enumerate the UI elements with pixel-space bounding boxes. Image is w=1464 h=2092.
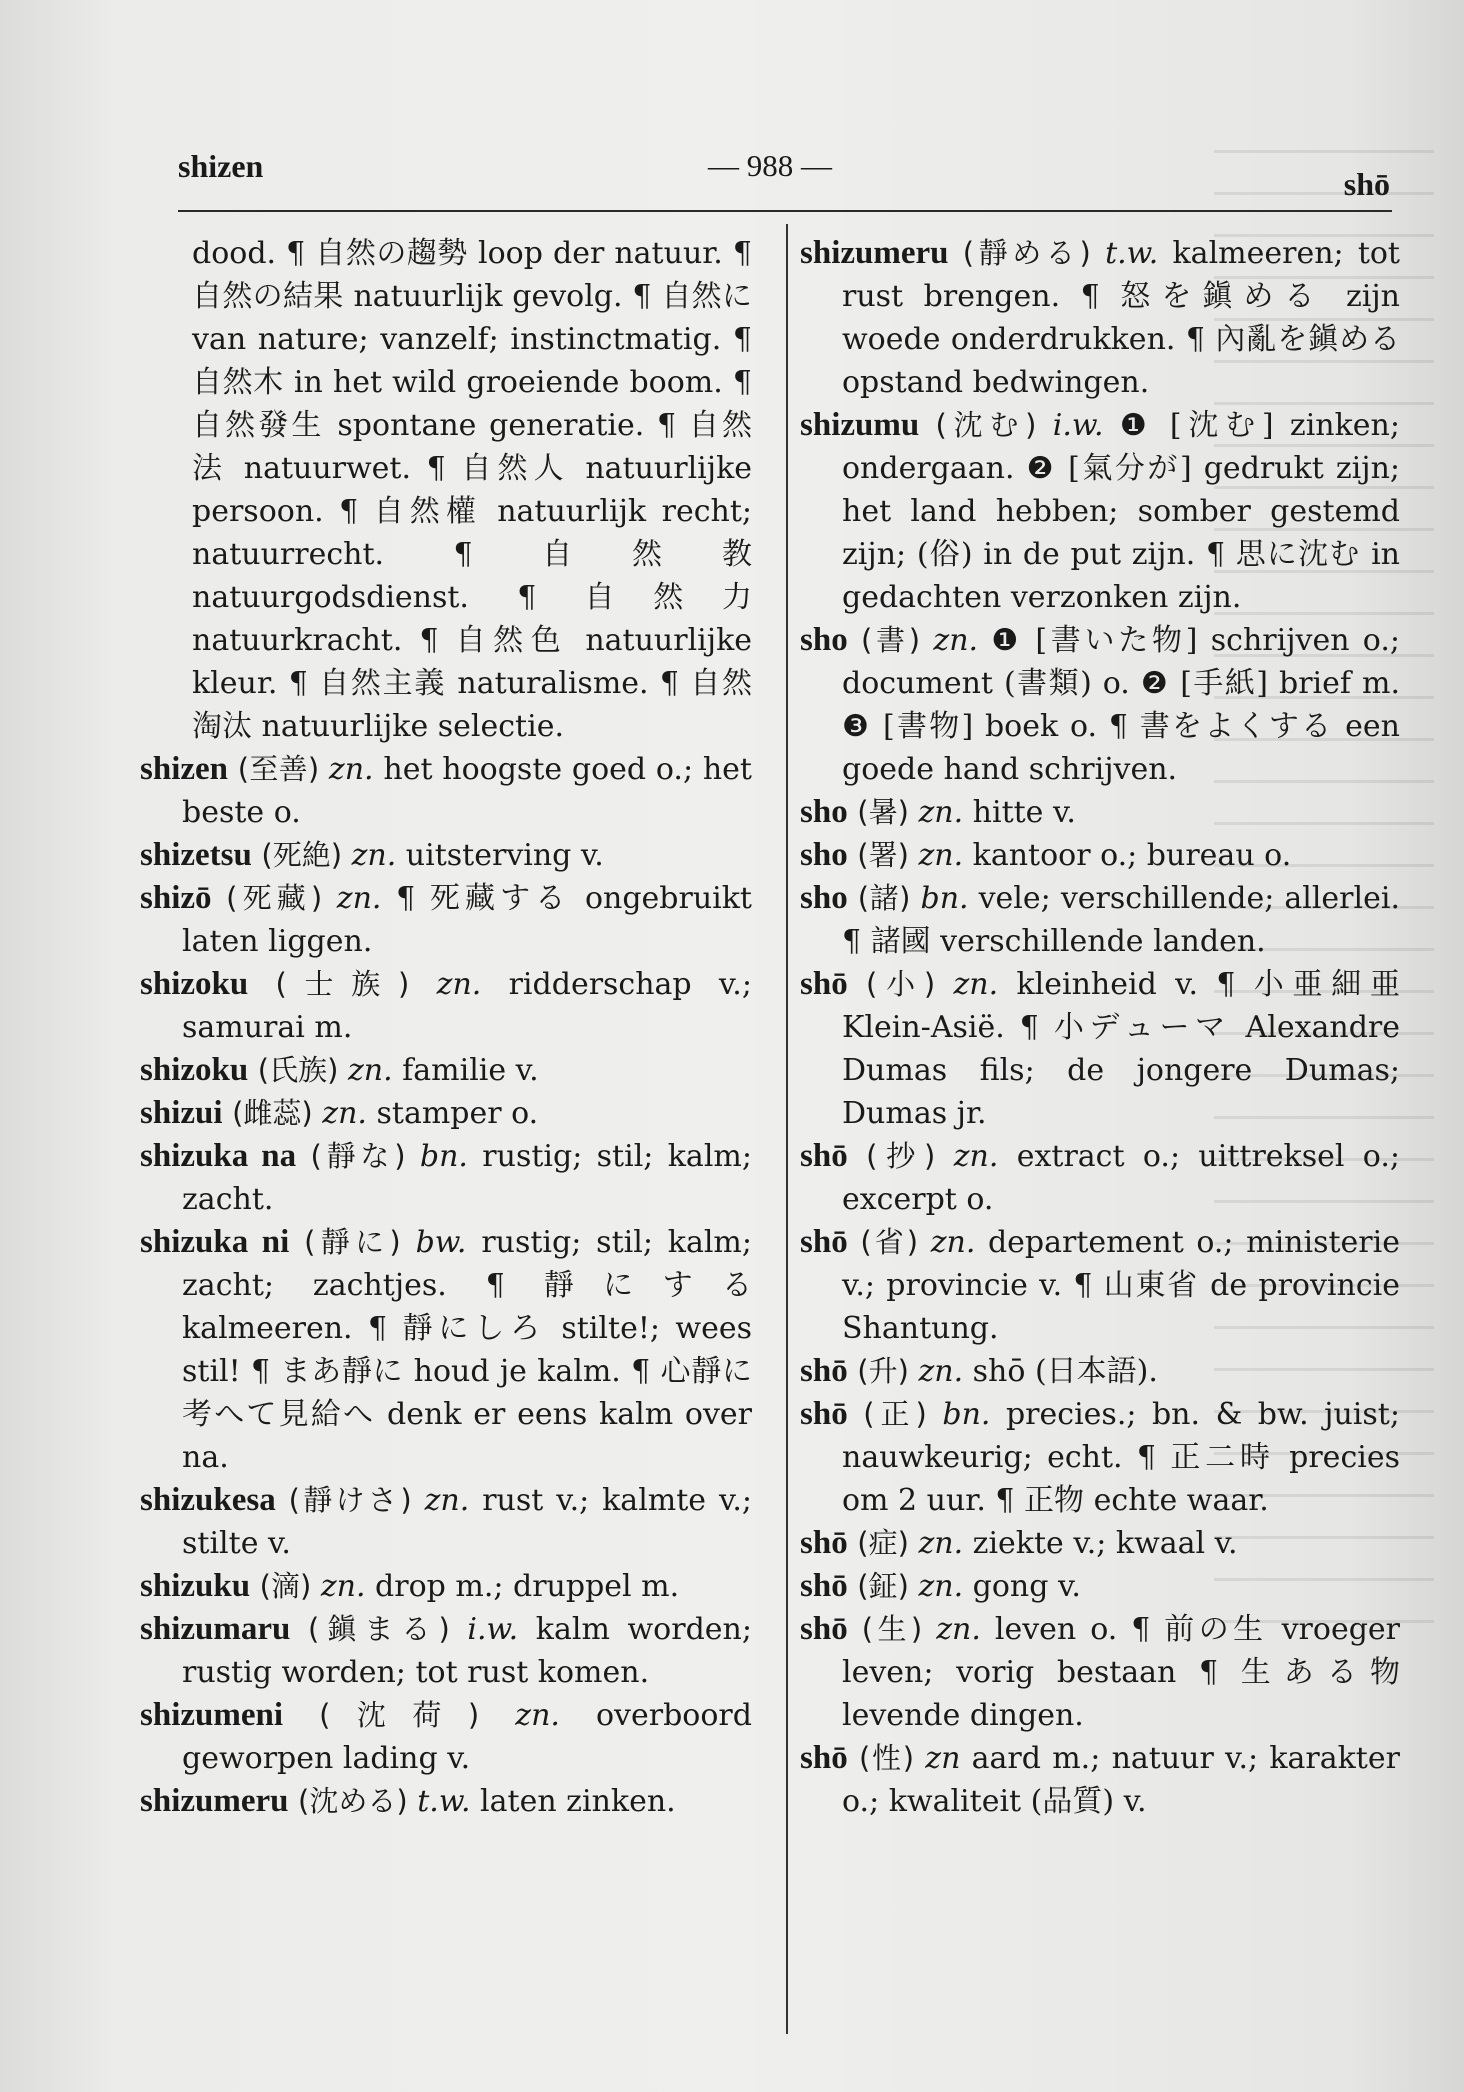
entry-headword: shō bbox=[800, 1353, 848, 1389]
entry-part-of-speech: bw. bbox=[415, 1225, 467, 1260]
entry-kanji: (靜める) bbox=[962, 236, 1091, 270]
column-divider bbox=[786, 224, 788, 2034]
entry-headword: shō bbox=[800, 966, 848, 1002]
entry-definition: het hoogste goed o.; het beste o. bbox=[182, 752, 752, 830]
dictionary-entry bbox=[800, 963, 1400, 1135]
entry-part-of-speech: bn. bbox=[920, 881, 969, 916]
entry-definition: precies.; bn. & bw. juist; nauwkeurig; echt. ¶ 正二時 precies om 2 uur. ¶ 正物 echte waar. bbox=[842, 1397, 1400, 1518]
header-left-word: shizen bbox=[178, 148, 264, 184]
entry-part-of-speech: t.w. bbox=[417, 1784, 471, 1819]
entry-definition: hitte v. bbox=[972, 795, 1076, 830]
header-right-word: shō bbox=[1343, 166, 1390, 202]
entry-part-of-speech: zn. bbox=[933, 623, 979, 658]
entry-definition: overboord geworpen lading v. bbox=[182, 1698, 752, 1776]
entry-part-of-speech: zn. bbox=[424, 1483, 470, 1518]
entry-kanji: (沈荷) bbox=[319, 1698, 480, 1732]
dictionary-entry bbox=[140, 1135, 752, 1221]
dictionary-entry bbox=[800, 1565, 1400, 1608]
entry-headword: shizō bbox=[140, 880, 212, 916]
dictionary-entry bbox=[140, 1092, 752, 1135]
dictionary-entry bbox=[800, 877, 1400, 963]
entry-kanji: (抄) bbox=[866, 1139, 936, 1173]
entry-headword: shizuka ni bbox=[140, 1224, 290, 1260]
entry-kanji: (士族) bbox=[275, 967, 410, 1001]
entry-definition: ziekte v.; kwaal v. bbox=[972, 1526, 1238, 1561]
entry-kanji: (省) bbox=[860, 1225, 919, 1259]
entry-part-of-speech: zn. bbox=[328, 752, 374, 787]
dictionary-entry bbox=[800, 1135, 1400, 1221]
entry-continuation bbox=[140, 232, 752, 748]
entry-kanji: (沈める) bbox=[298, 1784, 408, 1818]
entry-kanji: (生) bbox=[861, 1612, 923, 1646]
entry-headword: shō bbox=[800, 1138, 848, 1174]
dictionary-entry bbox=[140, 834, 752, 877]
entry-headword: shō bbox=[800, 1611, 848, 1647]
entry-headword: shizumeru bbox=[800, 235, 949, 271]
dictionary-entry bbox=[140, 1479, 752, 1565]
entry-definition: ❶ [書いた物] schrijven o.; document (書類) o. ❷ [手紙] brief m. ❸ [書物] boek o. ¶ 書をよくする een goede hand schrijven. bbox=[842, 623, 1400, 787]
entry-definition: laten zinken. bbox=[480, 1784, 676, 1819]
entry-kanji: (鉦) bbox=[857, 1569, 909, 1603]
entry-part-of-speech: zn. bbox=[436, 967, 482, 1002]
entry-definition: kalmeeren; tot rust brengen. ¶ 怒を鎭める zijn woede onderdrukken. ¶ 內亂を鎭める opstand bedwingen. bbox=[842, 236, 1400, 400]
entry-headword: sho bbox=[800, 622, 848, 658]
dictionary-entry bbox=[800, 404, 1400, 619]
entry-kanji: (升) bbox=[857, 1354, 909, 1388]
entry-part-of-speech: zn. bbox=[918, 838, 964, 873]
entry-headword: shizoku bbox=[140, 966, 249, 1002]
entry-part-of-speech: zn. bbox=[336, 881, 382, 916]
dictionary-entry bbox=[140, 1780, 752, 1823]
entry-definition: aard m.; natuur v.; karakter o.; kwaliteit (品質) v. bbox=[842, 1741, 1400, 1819]
entry-part-of-speech: zn. bbox=[515, 1698, 560, 1733]
dictionary-entry bbox=[800, 834, 1400, 877]
dictionary-entry bbox=[140, 1608, 752, 1694]
entry-definition: extract o.; uittreksel o.; excerpt o. bbox=[842, 1139, 1400, 1217]
entry-definition: kalm worden; rustig worden; tot rust komen. bbox=[182, 1612, 752, 1690]
entry-definition: rust v.; kalmte v.; stilte v. bbox=[182, 1483, 752, 1561]
entry-kanji: (症) bbox=[857, 1526, 909, 1560]
entry-part-of-speech: zn. bbox=[953, 967, 999, 1002]
page-header bbox=[178, 148, 1390, 202]
entry-definition: kleinheid v. ¶ 小亜細亜 Klein-Asië. ¶ 小デューマ Alexandre Dumas fils; de jongere Dumas; Dumas jr. bbox=[842, 967, 1401, 1131]
entry-kanji: (書) bbox=[861, 623, 921, 657]
entry-part-of-speech: zn. bbox=[351, 838, 397, 873]
entry-kanji: (小) bbox=[866, 967, 936, 1001]
dictionary-entry bbox=[800, 791, 1400, 834]
entry-part-of-speech: zn. bbox=[918, 1569, 964, 1604]
entry-headword: shizuku bbox=[140, 1568, 251, 1604]
entry-part-of-speech: zn. bbox=[320, 1569, 366, 1604]
right-column bbox=[800, 232, 1400, 1823]
entry-kanji: (靜な) bbox=[310, 1139, 406, 1173]
dictionary-entry bbox=[800, 1350, 1400, 1393]
dictionary-entry bbox=[140, 1221, 752, 1479]
entry-kanji: (滴) bbox=[259, 1569, 312, 1603]
entry-part-of-speech: zn. bbox=[953, 1139, 999, 1174]
entry-definition: rustig; stil; kalm; zacht; zachtjes. ¶ 靜にする kalmeeren. ¶ 靜にしろ stilte!; wees stil! ¶ まあ靜に houd je kalm. ¶ 心靜に考へて見給へ denk er eens kalm over na. bbox=[182, 1225, 752, 1475]
entry-part-of-speech: zn. bbox=[930, 1225, 976, 1260]
entry-headword: shizui bbox=[140, 1095, 223, 1131]
entry-part-of-speech: bn. bbox=[419, 1139, 468, 1174]
entry-kanji: (死絶) bbox=[261, 838, 343, 872]
entry-headword: shizetsu bbox=[140, 837, 252, 873]
left-column bbox=[140, 232, 752, 1823]
dictionary-entry bbox=[800, 1393, 1400, 1522]
entry-kanji: (死藏) bbox=[226, 881, 323, 915]
entry-headword: shō bbox=[800, 1740, 848, 1776]
entry-definition: leven o. ¶ 前の生 vroeger leven; vorig bestaan ¶ 生ある物 levende dingen. bbox=[842, 1612, 1400, 1733]
entry-definition: gong v. bbox=[972, 1569, 1081, 1604]
entry-definition: vele; verschillende; allerlei. ¶ 諸國 verschillende landen. bbox=[842, 881, 1400, 959]
entry-definition: rustig; stil; kalm; zacht. bbox=[182, 1139, 752, 1217]
entry-kanji: (靜けさ) bbox=[288, 1483, 412, 1517]
entry-part-of-speech: zn. bbox=[918, 1354, 964, 1389]
entry-part-of-speech: zn. bbox=[918, 1526, 964, 1561]
entry-kanji: (沈む) bbox=[935, 408, 1037, 442]
dictionary-entry bbox=[800, 1737, 1400, 1823]
entry-definition: drop m.; druppel m. bbox=[375, 1569, 680, 1604]
entry-kanji: (雌蕊) bbox=[232, 1096, 313, 1130]
entry-definition: stamper o. bbox=[376, 1096, 539, 1131]
entry-kanji: (性) bbox=[858, 1741, 915, 1775]
entry-definition: dood. ¶ 自然の趨勢 loop der natuur. ¶ 自然の結果 natuurlijk gevolg. ¶ 自然に van nature; vanzelf; instinctmatig. ¶ 自然木 in het wild groeiende boom. ¶ 自然發生 spontane generatie. ¶ 自然法 natuurwet. ¶ 自然人 natuurlijke persoon. ¶ 自然權 natuurlijk recht; natuurrecht. ¶ 自然教 natuurgodsdienst. ¶ 自然力 natuurkracht. ¶ 自然色 natuurlijke kleur. ¶ 自然主義 naturalisme. ¶ 自然淘汰 natuurlijke selectie. bbox=[192, 236, 752, 744]
dictionary-entry bbox=[140, 877, 752, 963]
entry-headword: shizumeni bbox=[140, 1697, 284, 1733]
entry-headword: sho bbox=[800, 794, 848, 830]
entry-part-of-speech: i.w. bbox=[1052, 408, 1104, 443]
entry-part-of-speech: i.w. bbox=[467, 1612, 519, 1647]
dictionary-entry bbox=[800, 1221, 1400, 1350]
entry-headword: shizoku bbox=[140, 1052, 249, 1088]
dictionary-entry bbox=[140, 1049, 752, 1092]
page-number: — 988 — bbox=[708, 148, 832, 183]
dictionary-entry bbox=[800, 1608, 1400, 1737]
dictionary-entry bbox=[140, 748, 752, 834]
entry-kanji: (諸) bbox=[857, 881, 911, 915]
entry-definition: ridderschap v.; samurai m. bbox=[182, 967, 752, 1045]
entry-kanji: (署) bbox=[857, 838, 909, 872]
entry-headword: shizumeru bbox=[140, 1783, 289, 1819]
entry-definition: shō (日本語). bbox=[972, 1354, 1158, 1389]
entry-headword: sho bbox=[800, 880, 848, 916]
entry-definition: ¶ 死藏する ongebruikt laten liggen. bbox=[182, 881, 752, 959]
entry-headword: shizumu bbox=[800, 407, 920, 443]
entry-definition: departement o.; ministerie v.; provincie v. ¶ 山東省 de provincie Shantung. bbox=[842, 1225, 1400, 1346]
dictionary-entry bbox=[140, 1565, 752, 1608]
header-rule bbox=[178, 210, 1392, 212]
entry-headword: shō bbox=[800, 1568, 848, 1604]
entry-kanji: (暑) bbox=[857, 795, 909, 829]
entry-part-of-speech: t.w. bbox=[1105, 236, 1159, 271]
entry-headword: shizumaru bbox=[140, 1611, 291, 1647]
entry-headword: shō bbox=[800, 1525, 848, 1561]
entry-definition: familie v. bbox=[402, 1053, 539, 1088]
entry-headword: shō bbox=[800, 1224, 848, 1260]
dictionary-entry bbox=[140, 1694, 752, 1780]
entry-headword: sho bbox=[800, 837, 848, 873]
entry-kanji: (靜に) bbox=[304, 1225, 401, 1259]
entry-part-of-speech: zn bbox=[925, 1741, 961, 1776]
entry-headword: shizukesa bbox=[140, 1482, 276, 1518]
entry-definition: ❶ [沈む] zinken; ondergaan. ❷ [氣分が] gedrukt zijn; het land hebben; somber gestemd zijn; (俗) in de put zijn. ¶ 思に沈む in gedachten verzonken zijn. bbox=[842, 408, 1400, 615]
entry-kanji: (正) bbox=[863, 1397, 927, 1431]
entry-part-of-speech: zn. bbox=[347, 1053, 393, 1088]
entry-part-of-speech: zn. bbox=[936, 1612, 981, 1647]
entry-part-of-speech: zn. bbox=[918, 795, 964, 830]
dictionary-entry bbox=[140, 963, 752, 1049]
entry-headword: shizuka na bbox=[140, 1138, 297, 1174]
entry-headword: shō bbox=[800, 1396, 848, 1432]
dictionary-entry bbox=[800, 232, 1400, 404]
entry-definition: uitsterving v. bbox=[405, 838, 604, 873]
dictionary-entry bbox=[800, 1522, 1400, 1565]
dictionary-entry bbox=[800, 619, 1400, 791]
entry-kanji: (鎭まる) bbox=[307, 1612, 450, 1646]
entry-part-of-speech: bn. bbox=[942, 1397, 991, 1432]
entry-headword: shizen bbox=[140, 751, 229, 787]
entry-kanji: (至善) bbox=[237, 752, 320, 786]
entry-definition: kantoor o.; bureau o. bbox=[972, 838, 1292, 873]
entry-kanji: (氏族) bbox=[257, 1053, 339, 1087]
entry-part-of-speech: zn. bbox=[322, 1096, 367, 1131]
